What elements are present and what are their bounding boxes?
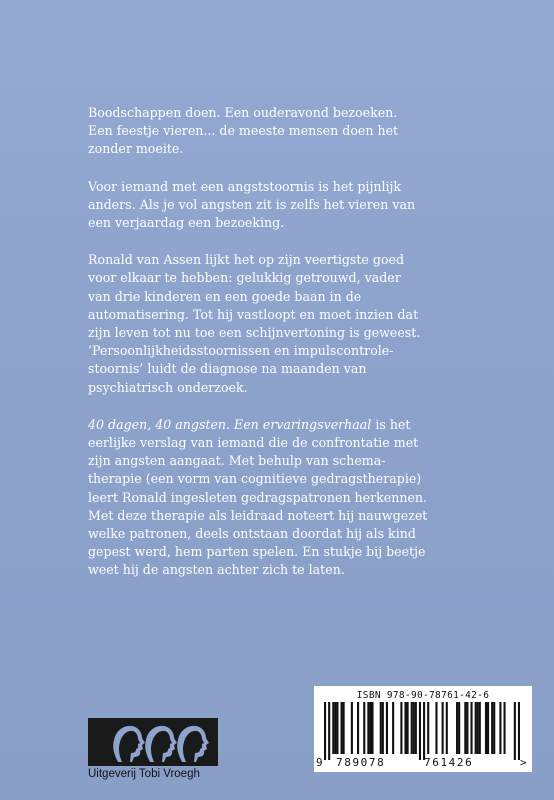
text-line: weet hij de angsten achter zich te laten. bbox=[88, 562, 345, 578]
barcode-bar bbox=[407, 702, 409, 754]
barcode-bar bbox=[475, 702, 477, 754]
text-line: automatisering. Tot hij vastloopt en moet inzien dat bbox=[88, 306, 419, 322]
isbn-barcode bbox=[314, 686, 532, 772]
barcode-bar bbox=[456, 702, 458, 754]
text-line: zijn leven tot nu toe een schijnvertoning is geweest. bbox=[88, 325, 421, 341]
text-line bbox=[88, 416, 538, 434]
barcode-bar bbox=[446, 702, 448, 754]
text-line: therapie (een vorm van cognitieve gedragstherapie) bbox=[88, 471, 422, 487]
text-line: Voor iemand met een angststoornis is het pijnlijk bbox=[88, 178, 402, 194]
barcode-bar bbox=[470, 702, 472, 754]
text-line: voor elkaar te hebben: gelukkig getrouwd, vader bbox=[88, 270, 401, 286]
publisher-block bbox=[88, 718, 228, 780]
text-line: eerlijke verslag van iemand die de confrontatie met bbox=[88, 435, 419, 451]
barcode-bar bbox=[334, 702, 336, 754]
barcode-bar bbox=[341, 702, 343, 754]
book-title: 40 dagen, 40 angsten. Een ervaringsverhaal bbox=[88, 416, 372, 432]
barcode-bar bbox=[324, 702, 326, 760]
barcode-bar bbox=[343, 702, 345, 754]
text-line: psychiatrisch onderzoek. bbox=[88, 379, 248, 395]
barcode-bar bbox=[357, 702, 359, 754]
barcode-bar bbox=[400, 702, 402, 754]
barcode-bar bbox=[392, 702, 394, 754]
barcode-bar bbox=[336, 702, 338, 754]
text-line: van drie kinderen en een goede baan in de bbox=[88, 288, 362, 304]
barcode-bar bbox=[419, 702, 421, 760]
barcode-bar bbox=[487, 702, 489, 754]
blurb-text bbox=[88, 104, 538, 599]
barcode-bar bbox=[485, 702, 487, 754]
barcode-bar bbox=[363, 702, 365, 754]
barcode-bar bbox=[493, 702, 495, 754]
barcode-bar bbox=[477, 702, 479, 754]
blurb-paragraph-1 bbox=[88, 104, 538, 159]
barcode-bar bbox=[328, 702, 330, 760]
barcode-bar bbox=[382, 702, 384, 754]
barcode-bar bbox=[499, 702, 501, 754]
barcode-bar bbox=[380, 702, 382, 754]
text-line: gepest werd, hem parten spelen. En stukje bij beetje bbox=[88, 544, 426, 560]
barcode-bar bbox=[466, 702, 468, 754]
barcode-bar bbox=[427, 702, 429, 754]
blurb-paragraph-2 bbox=[88, 178, 538, 233]
barcode-bar bbox=[411, 702, 413, 754]
barcode-bar bbox=[369, 702, 371, 754]
barcode-bar bbox=[413, 702, 415, 754]
text-line: Een feestje vieren... de meeste mensen doen het bbox=[88, 123, 399, 139]
text-line: Ronald van Assen lijkt het op zijn veertigste goed bbox=[88, 252, 405, 268]
text-line: ‘Persoonlijkheidsstoornissen en impulscontrole- bbox=[88, 343, 394, 359]
text-line: welke patronen, deels ontstaan doordat hij als kind bbox=[88, 526, 416, 542]
text-line: stoornis’ luidt de diagnose na maanden van bbox=[88, 361, 367, 377]
barcode-digits-right: 761426 bbox=[424, 756, 474, 769]
barcode-bar bbox=[479, 702, 481, 754]
barcode-bar bbox=[404, 702, 406, 754]
barcode-bar bbox=[386, 702, 388, 754]
text-line: Boodschappen doen. Een ouderavond bezoeken. bbox=[88, 105, 398, 120]
text-fragment: is het bbox=[371, 416, 411, 432]
barcode-bar bbox=[458, 702, 460, 754]
barcode-bar bbox=[367, 702, 369, 754]
barcode-bar bbox=[332, 702, 334, 754]
barcode-bar bbox=[423, 702, 425, 760]
isbn-label: ISBN 978-90-78761-42-6 bbox=[356, 690, 490, 701]
blurb-paragraph-4 bbox=[88, 416, 538, 580]
three-heads-silhouette-icon bbox=[88, 718, 218, 766]
barcode-bar bbox=[464, 702, 466, 754]
barcode-digits-left: 789078 bbox=[336, 756, 386, 769]
text-line: zijn angsten aangaat. Met behulp van schema- bbox=[88, 453, 386, 469]
barcode-bar bbox=[371, 702, 373, 754]
text-line: Met deze therapie als leidraad noteert hij nauwgezet bbox=[88, 507, 428, 523]
barcode-bar bbox=[435, 702, 437, 754]
text-line: een verjaardag een bezoeking. bbox=[88, 215, 285, 231]
blurb-paragraph-3 bbox=[88, 251, 538, 397]
barcode-bar bbox=[514, 702, 516, 760]
text-line: zonder moeite. bbox=[88, 141, 184, 157]
barcode-digit-first: 9 bbox=[316, 756, 323, 769]
text-line: leert Ronald ingesleten gedragspatronen herkennen. bbox=[88, 489, 428, 505]
barcode-bar bbox=[442, 702, 444, 754]
barcode-bar bbox=[491, 702, 493, 754]
barcode-bar bbox=[503, 702, 505, 754]
barcode-arrow: > bbox=[520, 756, 527, 769]
barcode-bar bbox=[351, 702, 353, 754]
text-line: anders. Als je vol angsten zit is zelfs het vieren van bbox=[88, 196, 416, 212]
barcode-bars bbox=[324, 702, 520, 760]
publisher-name: Uitgeverij Tobi Vroegh bbox=[88, 768, 200, 780]
barcode-bar bbox=[518, 702, 520, 760]
barcode-bar bbox=[415, 702, 417, 754]
